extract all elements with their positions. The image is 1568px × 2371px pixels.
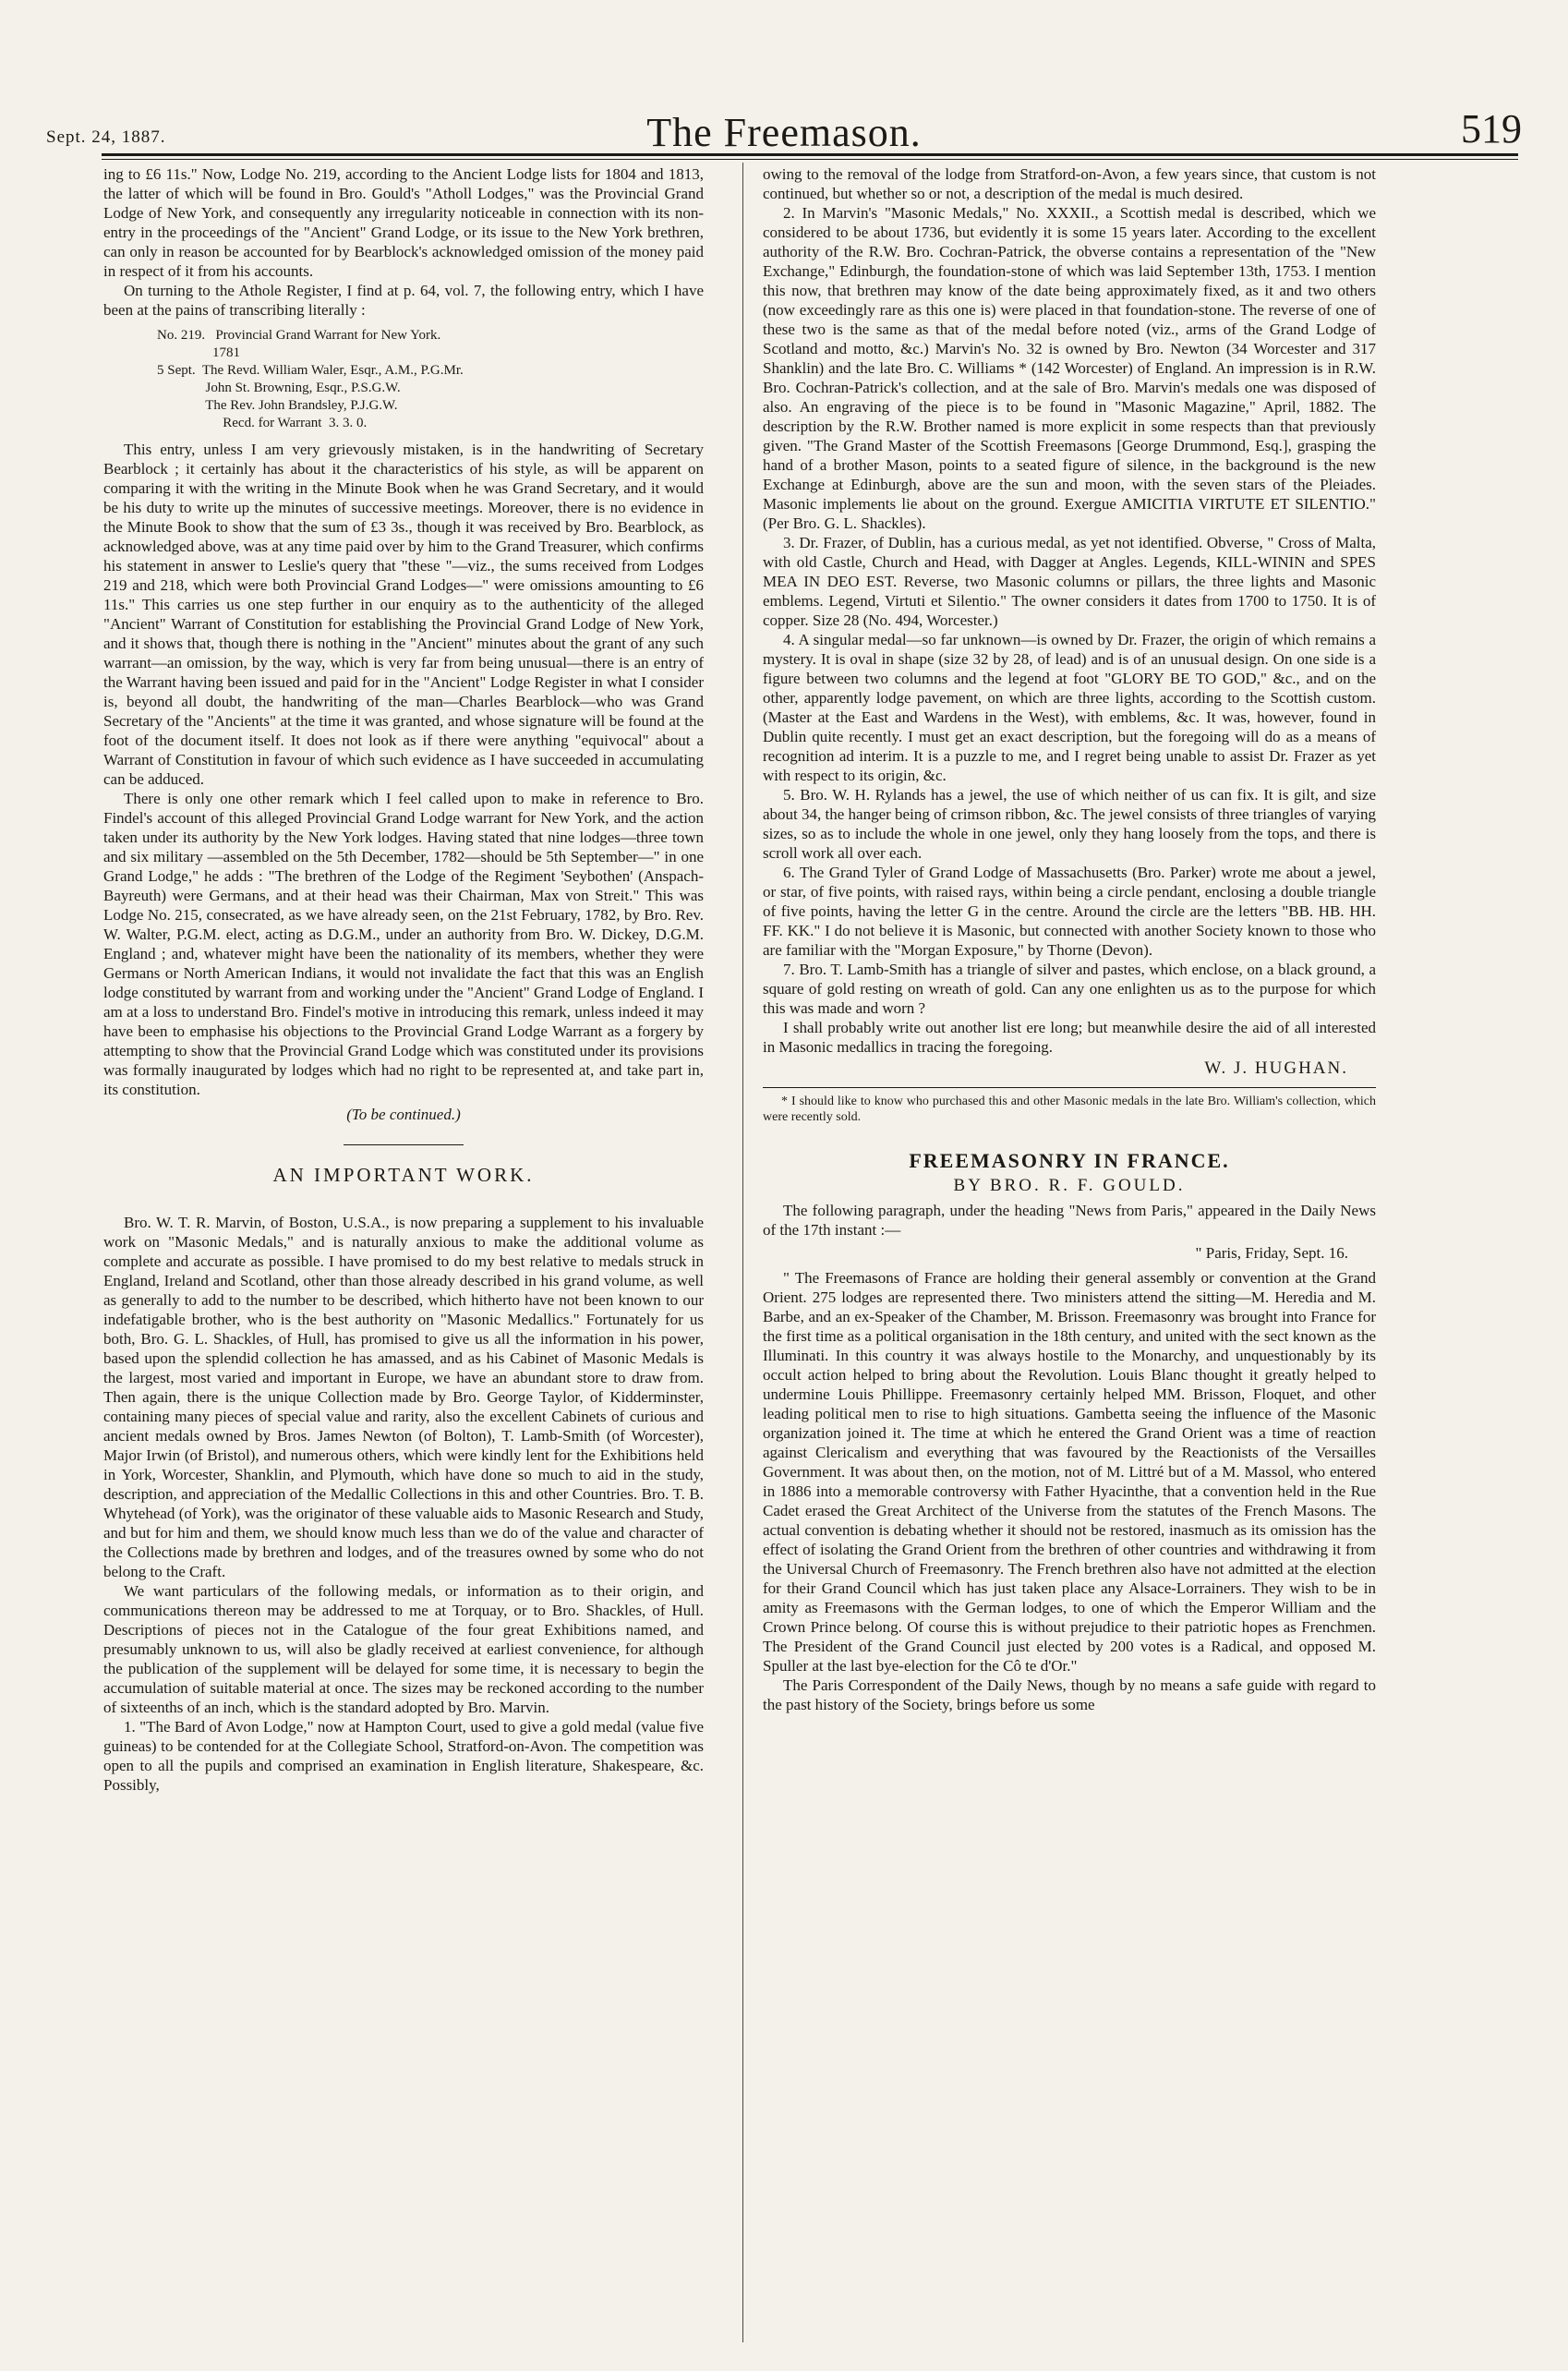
right-paragraph-7: 7. Bro. T. Lamb-Smith has a triangle of silver and pastes, which enclose, on a black ground, a square of gold resting on wreath of gold. Can any one enlighten us as to the purpose for which this was made and worn ? <box>763 961 1376 1017</box>
paris-dateline: " Paris, Friday, Sept. 16. <box>1195 1244 1348 1262</box>
page-number: 519 <box>1461 106 1522 151</box>
newspaper-title: The Freemason. <box>646 110 922 155</box>
footnote-rule <box>763 1087 1376 1088</box>
left-paragraph-1: ing to £6 11s." Now, Lodge No. 219, according to the Ancient Lodge lists for 1804 and 1813, the latter of which will be found in Bro. Gould's "Atholl Lodges," was the Provincial Grand Lodge of New York, and consequently any irregularity noticeable in connection with its non-entry in the proceedings of the "Ancient" Grand Lodge, or its issue to the New York brethren, can only in reason be accounted for by Bearblock's acknowledged omission of the money paid in respect of it from his accounts. <box>103 165 704 280</box>
left-paragraph-3: This entry, unless I am very grievously mistaken, is in the handwriting of Secretary Bearblock ; it certainly has about it the characteristics of his style, as will be apparent on comparing it with the writing in the Minute Book when he was Grand Secretary, and it would be his duty to write up the minutes of successive meetings. Moreover, there is no evidence in the Minute Book to show that the sum of £3 3s., though it was received by Bro. Bearblock, as acknowledged above, was at any time paid over by him to the Grand Treasurer, which confirms his statement in answer to Leslie's query that "these "—viz., the sums received from Lodges 219 and 218, which were both Provincial Grand Lodges—" were omissions amounting to £6 11s." This carries us one step further in our enquiry as to the authenticity of the alleged "Ancient" Warrant of Constitution for establishing the Provincial Grand Lodge of New York, and it shows that, though there is nothing in the "Ancient" minutes about the grant of any such warrant—an omission, by the way, which is very far from being unusual—there is an entry of the Warrant having been issued and paid for in the "Ancient" Lodge Register in what I consider is, beyond all doubt, the handwriting of the man—Charles Bearblock—who was Grand Secretary of the "Ancients" at the time it was granted, and whose signature will be found at the foot of the document itself. It does not look as if there were anything "equivocal" about a Warrant of Constitution in favour of which such evidence as I have succeeded in accumulating can be adduced. <box>103 441 704 788</box>
right-paragraph-2: 2. In Marvin's "Masonic Medals," No. XXXII., a Scottish medal is described, which we considered to be about 1736, but evidently it is some 15 years later. According to the excellent authority of the R.W. Bro. Cochran-Patrick, the obverse contains a representation of the "New Exchange," Edinburgh, the foundation-stone of which was laid September 13th, 1753. I mention this now, that brethren may know of the date being approximately fixed, as it and two others (now exceedingly rare as this one is) were placed in that foundation-stone. The reverse of one of these two is the same as that of the medal before noted (viz., arms of the Grand Lodge of Scotland and motto, &c.) Marvin's No. 32 is owned by Bro. Newton (34 Worcester and 317 Shanklin) and the late Bro. C. Williams * (142 Worcester) of England. An impression is in R.W. Bro. Cochran-Patrick's collection, and at the sale of Bro. Marvin's medals one was disposed of also. An engraving of the piece is to be found in "Masonic Magazine," April, 1882. The description by the R.W. Brother named is more explicit in some respects than that previously given. "The Grand Master of the Scottish Freemasons [George Drummond, Esq.], grasping the hand of a brother Mason, points to a seated figure of silence, in the background is the new Exchange at Edinburgh, above are the sun and moon, with the seven stars of the Pleiades. Masonic implements lie about on the ground. Exergue AMICITIA VIRTUTE ET SILENTIO." (Per Bro. G. L. Shackles). <box>763 204 1376 532</box>
right-paragraph-8: I shall probably write out another list ere long; but meanwhile desire the aid of all interested in Masonic medallics in tracing the foregoing. <box>763 1019 1376 1056</box>
to-be-continued: (To be continued.) <box>346 1106 461 1123</box>
right-paragraph-5: 5. Bro. W. H. Rylands has a jewel, the use of which neither of us can fix. It is gilt, and size about 34, the hanger being of crimson ribbon, &c. The jewel consists of three triangles of varying sizes, so as to include the whole in one jewel, only they hang loosely from the tops, and there is scroll work all over each. <box>763 786 1376 862</box>
left-column <box>103 164 704 2335</box>
section-divider <box>344 1144 464 1145</box>
right-paragraph-6: 6. The Grand Tyler of Grand Lodge of Massachusetts (Bro. Parker) wrote me about a jewel, or star, of five points, with raised rays, within being a circle pendant, enclosing a double triangle of five points, having the letter G in the centre. Around the circle are the letters "BB. HB. HH. FF. KK." I do not believe it is Masonic, but connected with another Society known to those who are familiar with the "Morgan Exposure," by Thorne (Devon). <box>763 864 1376 959</box>
article-byline: BY BRO. R. F. GOULD. <box>953 1176 1186 1195</box>
article-heading-important-work: AN IMPORTANT WORK. <box>272 1164 535 1186</box>
right-paragraph-9: The following paragraph, under the heading "News from Paris," appeared in the Daily News of the 17th instant :— <box>763 1202 1376 1239</box>
header-rule-thick <box>102 153 1518 156</box>
footnote: * I should like to know who purchased this and other Masonic medals in the late Bro. William's collection, which were recently sold. <box>763 1095 1376 1124</box>
register-line: No. 219. Provincial Grand Warrant for New York. <box>157 328 441 343</box>
register-line: Recd. for Warrant 3. 3. 0. <box>157 416 368 430</box>
right-paragraph-11: The Paris Correspondent of the Daily News, though by no means a safe guide with regard to the past history of the Society, brings before us some <box>763 1676 1376 1713</box>
left-paragraph-2: On turning to the Athole Register, I find at p. 64, vol. 7, the following entry, which I have been at the pains of transcribing literally : <box>103 282 704 319</box>
register-line: John St. Browning, Esqr., P.S.G.W. <box>157 381 401 395</box>
athole-register-entry <box>157 327 704 432</box>
right-paragraph-4: 4. A singular medal—so far unknown—is owned by Dr. Frazer, the origin of which remains a mystery. It is oval in shape (size 32 by 28, of lead) and is of an unusual design. On one side is a figure between two columns and the legend at foot "GLORY BE TO GOD," &c., and on the other, apparently lodge pavement, on which are three lights, according to the Scottish custom. (Master at the East and Wardens in the West), with emblems, &c. It was, however, found in Dublin quite recently. I must get an exact description, but the foregoing will do as a means of recognition ad interim. It is a puzzle to me, and I regret being unable to assist Dr. Frazer as yet with respect to its origin, &c. <box>763 631 1376 784</box>
article-heading-freemasonry-in-france: FREEMASONRY IN FRANCE. <box>909 1149 1230 1172</box>
issue-date: Sept. 24, 1887. <box>46 127 166 147</box>
register-line: 5 Sept. The Revd. William Waler, Esqr., A.M., P.G.Mr. <box>157 363 464 378</box>
register-line: 1781 <box>157 345 240 360</box>
header-rule-thin <box>102 159 1518 160</box>
register-line: The Rev. John Brandsley, P.J.G.W. <box>157 398 398 413</box>
left-paragraph-4: There is only one other remark which I feel called upon to make in reference to Bro. Findel's account of this alleged Provincial Grand Lodge warrant for New York, and the action taken under its authority by the New York lodges. Having stated that nine lodges—three town and six military —assembled on the 5th December, 1782—should be 5th September—" in one Grand Lodge," he adds : "The brethren of the Lodge of the Regiment 'Seybothen' (Anspach-Bayreuth) were Germans, and at their head was their Chairman, Max von Streit." This was Lodge No. 215, consecrated, as we have already seen, on the 21st February, 1782, by Bro. Rev. W. Walter, P.G.M. elect, acting as D.G.M., under an authority from Bro. W. Dickey, D.G.M. England ; and, whatever might have been the nationality of its members, whether they were Germans or North American Indians, it would not invalidate the fact that this was an English lodge constituted by warrant from and working under the "Ancient" Grand Lodge of England. I am at a loss to understand Bro. Findel's motive in introducing this remark, unless indeed it may have been to emphasise his objections to the Provincial Grand Lodge Warrant as a forgery by attempting to show that the Provincial Grand Lodge which was constituted under its provisions was formally inaugurated by lodges which had no right to be represented at, and take part in, its constitution. <box>103 790 704 1098</box>
right-paragraph-10: " The Freemasons of France are holding their general assembly or convention at the Grand Orient. 275 lodges are represented there. Two ministers attend the sitting—M. Heredia and M. Barbe, and an ex-Speaker of the Chamber, M. Brisson. Freemasonry was brought into France for the first time as a political organisation in the 18th century, and united with the sect known as the Illuminati. In this country it was always hostile to the Monarchy, and unquestionably by its occult action helped to bring about the Revolution. Louis Blanc thought it greatly helped to undermine Louis Phillippe. Freemasonry certainly helped MM. Brisson, Floquet, and other leading political men to rise to high situations. Gambetta seeing the influence of the Masonic organization joined it. The time at which he entered the Grand Orient was a time of reaction against Clericalism and everything that was favoured by the Reactionists of the Versailles Government. It was about then, on the motion, not of M. Littré but of a M. Massol, who entered in 1886 into a memorable controversy with Father Hyacinthe, that a convention held in the Rue Cadet erased the Great Architect of the Universe from the statutes of the French Masons. The actual convention is debating whether it should not be restored, inasmuch as its omission has the effect of isolating the Grand Orient from the brethren of other countries and withdrawing it from the Universal Church of Freemasonry. The French brethren also have not admitted at the election for their Grand Council which has just taken place any Alsace-Lorrainers. They wish to be in amity as Freemasons with the German lodges, to one of which the Emperor William and the Crown Prince belong. Of course this is without prejudice to their patriotic hopes as Frenchmen. The President of the Grand Council just elected by 200 votes is a Radical, and opposed M. Spuller at the last bye-election for the Cô te d'Or." <box>763 1269 1376 1675</box>
author-signature: W. J. HUGHAN. <box>1204 1058 1348 1078</box>
column-divider <box>742 163 743 2342</box>
left-paragraph-7: 1. "The Bard of Avon Lodge," now at Hampton Court, used to give a gold medal (value five guineas) to be contended for at the Collegiate School, Stratford-on-Avon. The competition was open to all the pupils and comprised an examination in English literature, Shakespeare, &c. Possibly, <box>103 1718 704 1794</box>
masthead <box>46 103 1522 159</box>
left-paragraph-5: Bro. W. T. R. Marvin, of Boston, U.S.A., is now preparing a supplement to his invaluable work on "Masonic Medals," and is naturally anxious to make the additional volume as complete and accurate as possible. I have promised to do my best relative to medals struck in England, Ireland and Scotland, other than those already described in his grand volume, as well as generally to add to the number to be described, which hitherto have not been known to our indefatigable brother, who is the best authority on "Masonic Medallics." Fortunately for us both, Bro. G. L. Shackles, of Hull, has promised to give us all the information in his power, based upon the splendid collection he has amassed, and as his Cabinet of Masonic Medals is the largest, most varied and important in Europe, we have an abundant store to draw from. Then again, there is the unique Collection made by Bro. George Taylor, of Kidderminster, containing many pieces of special value and rarity, also the excellent Cabinets of curious and ancient medals owned by Bros. James Newton (of Bolton), T. Lamb-Smith (of Worcester), Major Irwin (of Bristol), and numerous others, which were kindly lent for the Exhibitions held in York, Worcester, Shanklin, and Plymouth, which have done so much to aid in the study, description, and appreciation of the Medallic Collections in this and other Countries. Bro. T. B. Whytehead (of York), was the originator of these valuable aids to Masonic Research and Study, and but for him and them, we should know much less than we do of the value and character of the Collections made by brethren and lodges, and of the treasures owned by some who do not belong to the Craft. <box>103 1214 704 1580</box>
right-column <box>763 164 1376 2335</box>
right-paragraph-1: owing to the removal of the lodge from Stratford-on-Avon, a few years since, that custom is not continued, but whether so or not, a description of the medal is much desired. <box>763 165 1376 202</box>
left-paragraph-6: We want particulars of the following medals, or information as to their origin, and communications thereon may be addressed to me at Torquay, or to Bro. Shackles, of Hull. Descriptions of pieces not in the Catalogue of the four great Exhibitions named, and presumably unknown to us, will also be gladly received at earliest convenience, for although the publication of the supplement will be delayed for some time, it is necessary to begin the accumulation of suitable material at once. The sizes may be reckoned according to the number of sixteenths of an inch, which is the standard adopted by Bro. Marvin. <box>103 1582 704 1716</box>
right-paragraph-3: 3. Dr. Frazer, of Dublin, has a curious medal, as yet not identified. Obverse, " Cross of Malta, with old Castle, Church and Head, with Dagger at Angles. Legends, KILL-WININ and SPES MEA IN DEO EST. Reverse, two Masonic columns or pillars, the three lights and Masonic emblems. Legend, Virtuti et Silentio." The owner considers it dates from 1700 to 1750. It is of copper. Size 28 (No. 494, Worcester.) <box>763 534 1376 629</box>
